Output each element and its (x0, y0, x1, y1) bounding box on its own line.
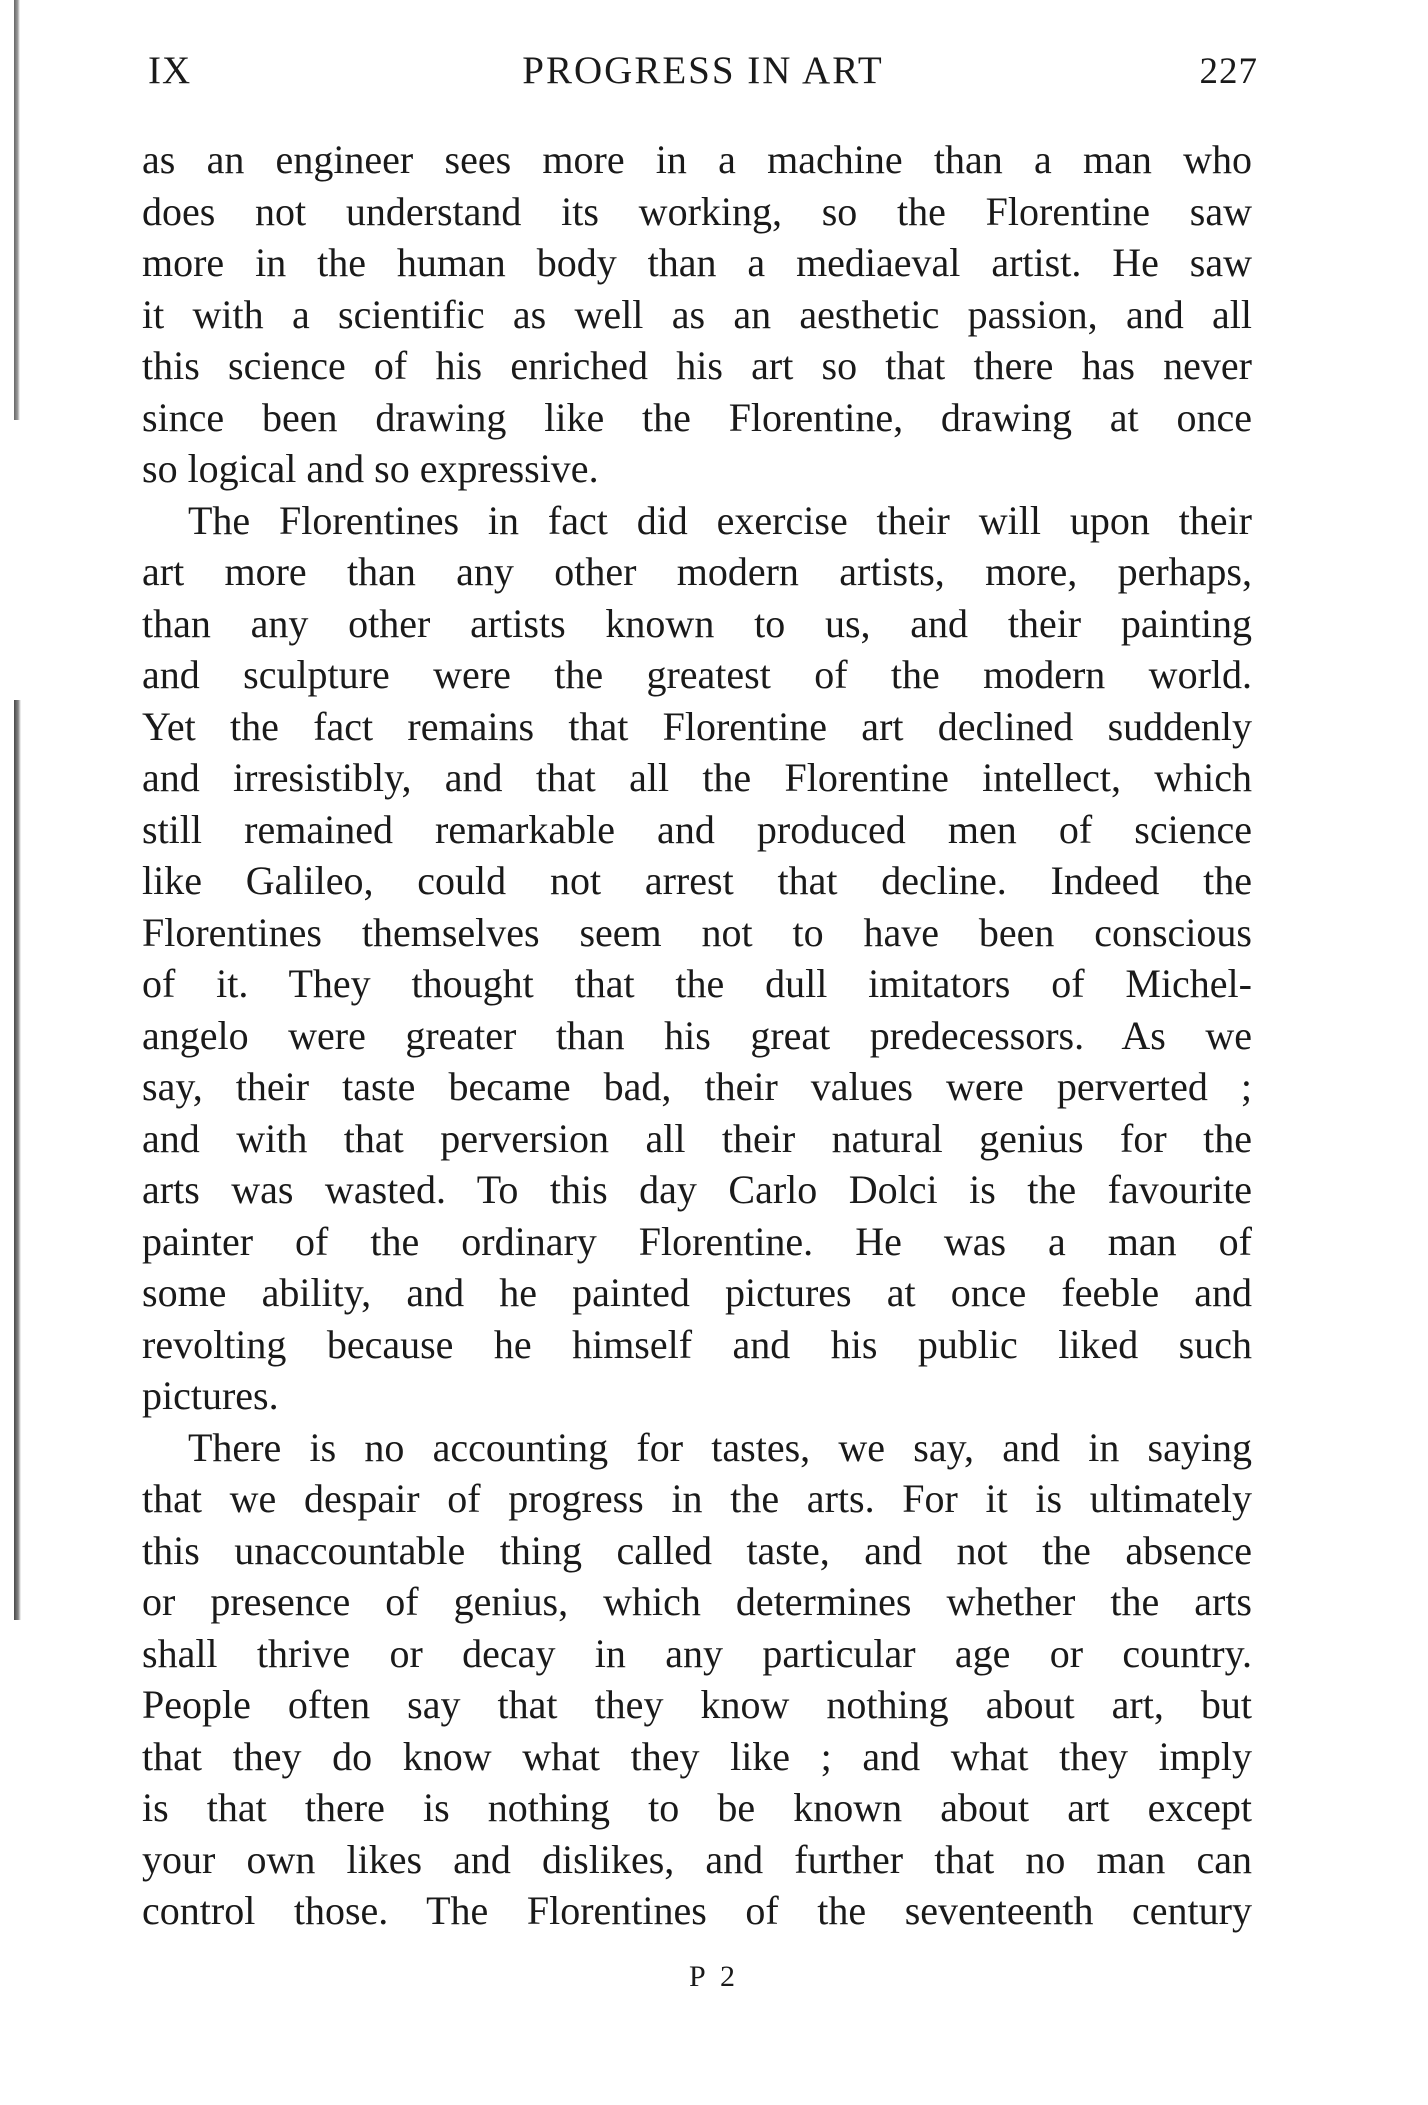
text-line: pictures. (142, 1373, 279, 1418)
chapter-number: IX (148, 49, 192, 92)
text-line: it with a scientific as well as an aesthetic passion, and all (142, 291, 1252, 337)
text-line: does not understand its working, so the Florentine saw (142, 188, 1252, 234)
text-line: People often say that they know nothing about art, but (142, 1682, 1252, 1727)
body-text (142, 134, 1252, 1937)
text-line: some ability, and he painted pictures at once feeble and (142, 1270, 1252, 1315)
binding-shadow (14, 700, 21, 1620)
page-number: 227 (1199, 51, 1258, 92)
text-line: and sculpture were the greatest of the modern world. (142, 652, 1252, 697)
text-line: say, their taste became bad, their values were perverted ; (142, 1064, 1252, 1109)
text-line: than any other artists known to us, and their painting (142, 600, 1252, 646)
text-line: this unaccountable thing called taste, and not the absence (142, 1527, 1252, 1573)
text-line: your own likes and dislikes, and further that no man can (142, 1836, 1252, 1882)
running-head (148, 48, 1258, 98)
text-line: and irresistibly, and that all the Florentine intellect, which (142, 755, 1252, 800)
text-line: Florentines themselves seem not to have been conscious (142, 909, 1252, 955)
text-line: control those. The Florentines of the seventeenth century (142, 1888, 1252, 1933)
text-line: arts was wasted. To this day Carlo Dolci is the favourite (142, 1167, 1252, 1212)
text-line: so logical and so expressive. (142, 446, 599, 491)
text-line: There is no accounting for tastes, we say, and in saying (188, 1424, 1252, 1470)
text-line: that they do know what they like ; and what they imply (142, 1733, 1252, 1779)
text-line: revolting because he himself and his public liked such (142, 1321, 1252, 1367)
text-line: and with that perversion all their natural genius for the (142, 1115, 1252, 1161)
text-line: angelo were greater than his great predecessors. As we (142, 1012, 1252, 1058)
running-title: PROGRESS IN ART (522, 49, 884, 92)
text-line: that we despair of progress in the arts. For it is ultimately (142, 1476, 1252, 1521)
text-line: Yet the fact remains that Florentine art declined suddenly (142, 703, 1252, 749)
text-line: of it. They thought that the dull imitators of Michel- (142, 961, 1252, 1006)
binding-shadow (14, 0, 20, 420)
text-line: like Galileo, could not arrest that decline. Indeed the (142, 858, 1252, 903)
text-line: since been drawing like the Florentine, drawing at once (142, 394, 1252, 440)
text-line: painter of the ordinary Florentine. He was a man of (142, 1218, 1252, 1264)
signature-mark: P 2 (688, 1960, 740, 1993)
text-line: is that there is nothing to be known about art except (142, 1785, 1252, 1830)
text-line: more in the human body than a mediaeval artist. He saw (142, 240, 1252, 285)
text-line: The Florentines in fact did exercise their will upon their (188, 497, 1252, 543)
text-line: art more than any other modern artists, more, perhaps, (142, 549, 1252, 594)
text-line: still remained remarkable and produced men of science (142, 806, 1252, 852)
text-line: or presence of genius, which determines whether the arts (142, 1579, 1252, 1624)
text-line: this science of his enriched his art so that there has never (142, 343, 1252, 388)
text-line: as an engineer sees more in a machine than a man who (142, 137, 1252, 182)
text-line: shall thrive or decay in any particular age or country. (142, 1630, 1252, 1676)
